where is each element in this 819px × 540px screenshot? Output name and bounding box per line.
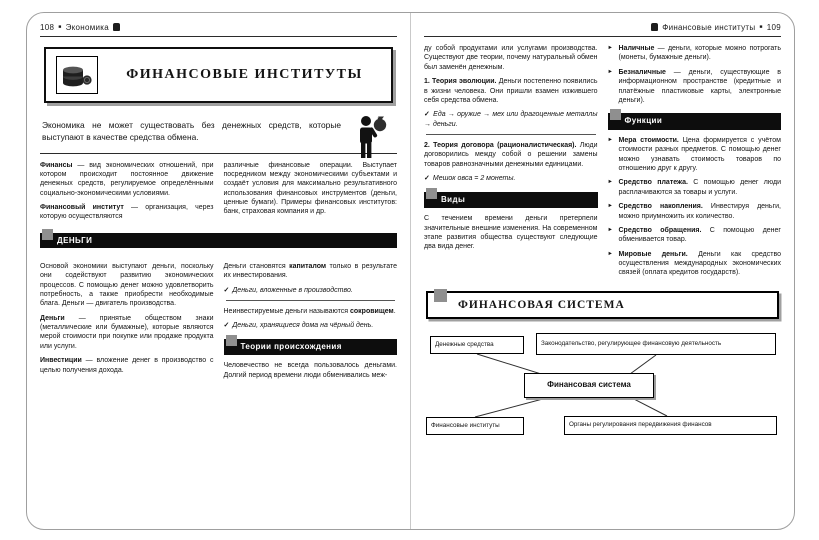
finance-definitions — [40, 154, 397, 227]
diagram-box-financial-institutes: Финансовые институты — [426, 417, 524, 435]
financial-system-title-box — [426, 291, 779, 319]
person-money-icon — [351, 115, 389, 167]
function-measure-text: Мера стоимости. Цена формируется с учётом стоимости разных предметов. С помощью денег можно узнавать стоимость товаров по отношению друг к другу. — [618, 136, 781, 173]
page-header-right — [424, 22, 781, 32]
paragraph-separator — [426, 134, 596, 135]
arrow-bullet-icon: ► — [607, 226, 613, 233]
arrow-bullet-icon: ► — [607, 45, 613, 51]
diagram-box-regulation-organs: Органы регулирования передвижения финансов — [564, 416, 777, 435]
kinds-intro: С течением времени деньги претерпели значительные внешние изменения. На современном этапе развития общества существуют следующие два вида денег. — [424, 215, 598, 251]
noncash-item — [608, 68, 782, 106]
theories-column — [424, 44, 598, 283]
money-definition: Деньги — принятые обществом знаки (металлические или бумажные), которые являются мерой стоимости при покупке или продаже продукта или услуги. — [40, 314, 214, 350]
check-icon: ✓ — [223, 322, 230, 330]
right-page-columns — [424, 37, 781, 283]
intro-text: Экономика не может существовать без денежных средств, которые выступают в качестве средства обмена. — [42, 120, 341, 142]
function-payment — [608, 178, 782, 197]
cash-item-text: Наличные — деньги, которые можно потрогать (монеты, бумажные деньги). — [618, 45, 781, 62]
page-header-left — [40, 22, 397, 32]
chapter-label-left: Экономика — [65, 22, 110, 32]
evolution-theory: 1. Теория эволюции. Деньги постепенно появились в жизни человека. Они пришли взамен изжившего себя средства обмена. — [424, 78, 598, 104]
function-world-money-text: Мировые деньги. Деньги как средство осуществления международных экономических связей (оплата кредитов государств). — [618, 250, 781, 277]
function-saving-text: Средство накопления. Инвестируя деньги, можно приумножить их количество. — [618, 203, 781, 220]
capital-example-text: Деньги, вложенные в производство. — [232, 286, 353, 294]
theories-intro: Человечество не всегда пользовалось деньгами. Долгий период времени люди обменивались меж- — [223, 362, 397, 379]
finance-col-1 — [40, 161, 214, 227]
arrow-bullet-icon: ► — [607, 136, 613, 143]
header-rule-left — [40, 36, 397, 37]
capital-example — [224, 286, 398, 295]
section-bar-theories: Теории происхождения — [224, 339, 398, 356]
arrow-bullet-icon: ► — [607, 250, 613, 257]
evolution-example — [424, 110, 598, 129]
function-world-money — [608, 250, 782, 278]
chapter-label-right: Финансовые институты — [662, 22, 756, 32]
financial-system-diagram — [424, 328, 781, 450]
treasure-paragraph: Неинвестируемые деньги называются сокровищем. — [223, 307, 396, 315]
money-section — [40, 255, 397, 385]
financial-institute-continuation: различные финансовые операции. Выступает посредником между экономическими субъектами и создаёт условия для максимально результативного использования финансовых инструментов (деньги, ценные бумаги). Примеры финансовых институтов: банк, страховая компания и др. — [223, 161, 397, 216]
capital-paragraph: Деньги становятся капиталом только в результате их инвестирования. — [223, 262, 397, 280]
finance-col-2 — [224, 161, 398, 227]
theories-continuation: ду собой продуктами или услугами производства. Существуют две теории, почему натуральный обмен был заменён денежным. — [424, 45, 598, 71]
evolution-example-text: Еда → оружие → мех или драгоценные металлы → деньги. — [424, 111, 598, 128]
finances-definition: Финансы — вид экономических отношений, при котором происходит постоянное движение денежных средств, регулируемое определёнными социально-экономическими условиями. — [40, 161, 214, 197]
page-number-left: 108 — [40, 22, 55, 32]
page-right — [411, 13, 794, 529]
treasure-example — [224, 321, 398, 330]
contract-theory: 2. Теория договора (рационалистическая). Люди договорились между собой о решении замены товаров равнозначными денежными единицами. — [424, 142, 598, 168]
noncash-item-text: Безналичные — деньги, существующие в информационном пространстве (кредитные и платёжные пластиковые карты, электронные деньги). — [618, 68, 781, 104]
page-gutter-divider — [410, 13, 411, 529]
contract-example-text: Мешок овса = 2 монеты. — [432, 175, 516, 183]
diagram-box-financial-system: Финансовая система — [524, 373, 654, 398]
section-bar-money: ДЕНЬГИ — [40, 233, 397, 248]
arrow-bullet-icon: ► — [607, 203, 613, 210]
chapter-title: ФИНАНСОВЫЕ ИНСТИТУТЫ — [126, 67, 363, 82]
function-payment-text: Средство платежа. С помощью денег люди расплачиваются за товары и услуги. — [618, 179, 781, 196]
check-icon: ✓ — [424, 111, 431, 119]
function-saving — [608, 202, 782, 221]
book-spread — [26, 12, 795, 530]
arrow-bullet-icon: ► — [607, 179, 613, 186]
paragraph-separator — [226, 300, 396, 301]
section-bar-kinds: Виды — [424, 192, 598, 209]
function-circulation — [608, 226, 782, 245]
diagram-box-legislation: Законодательство, регулирующее финансовую деятельность — [536, 333, 776, 355]
chapter-icon — [113, 23, 120, 31]
coins-icon — [56, 56, 98, 94]
diagram-box-money-funds: Денежные средства — [430, 336, 524, 354]
treasure-example-text: Деньги, хранящиеся дома на чёрный день. — [232, 322, 374, 330]
arrow-bullet-icon: ► — [607, 68, 613, 75]
chapter-title-box — [44, 47, 393, 103]
check-icon: ✓ — [223, 286, 230, 294]
cash-item — [608, 44, 782, 63]
function-circulation-text: Средство обращения. С помощью денег обменивается товар. — [618, 226, 781, 244]
investments-definition: Инвестиции — вложение денег в производство с целью получения дохода. — [40, 357, 214, 374]
intro-block — [40, 112, 397, 154]
section-bar-functions: Функции — [608, 113, 782, 130]
money-col-1 — [40, 262, 214, 385]
square-icon: ■ — [759, 23, 763, 30]
chapter-icon — [651, 23, 658, 31]
money-basis-paragraph: Основой экономики выступают деньги, поскольку они содействуют развитию экономических процессов. С помощью денег можно удовлетворить потребность, а также приобрести необходимые блага. Деньги — двигатель производства. — [40, 262, 214, 308]
function-measure — [608, 136, 782, 174]
check-icon: ✓ — [424, 175, 430, 183]
page-number-right: 109 — [766, 22, 781, 32]
page-left — [27, 13, 410, 529]
square-icon: ■ — [58, 23, 62, 30]
kinds-functions-column — [608, 44, 782, 283]
money-col-2 — [224, 262, 398, 385]
financial-institute-definition: Финансовый институт — организация, через которую осуществляются — [40, 204, 214, 221]
financial-system-title: ФИНАНСОВАЯ СИСТЕМА — [458, 298, 625, 311]
contract-example — [424, 174, 598, 183]
